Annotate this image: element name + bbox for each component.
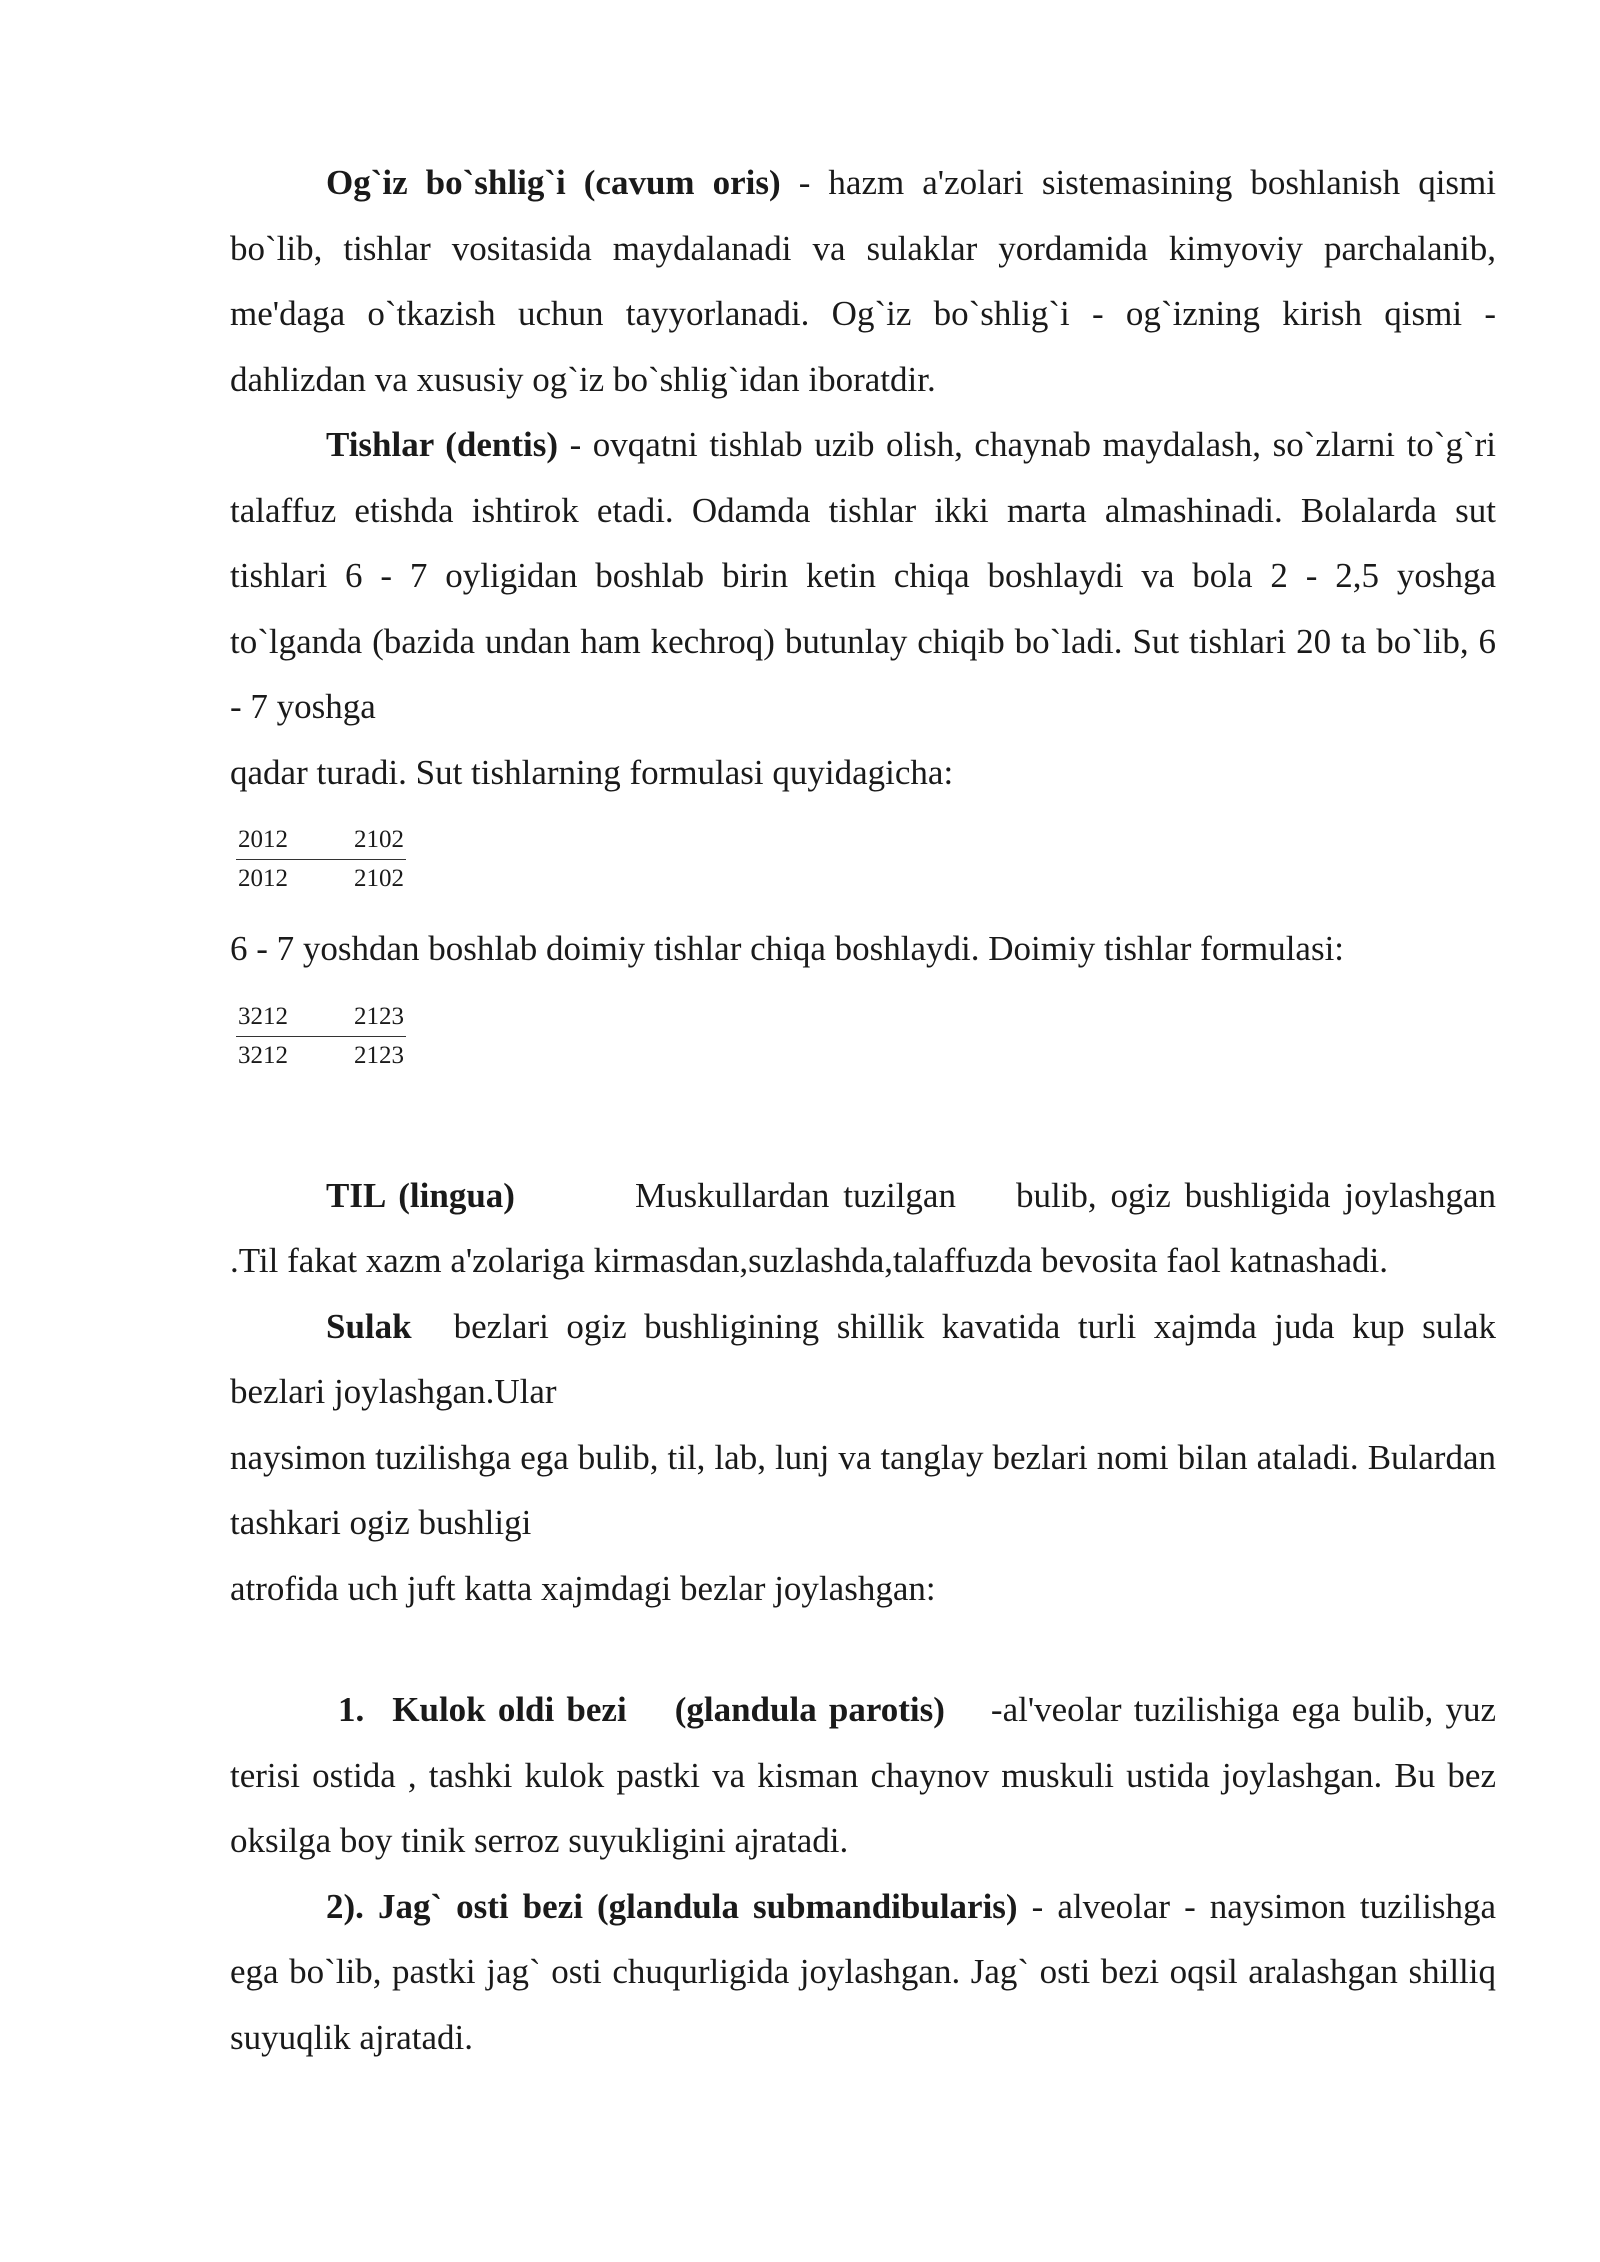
item-number: 1. xyxy=(338,1690,365,1729)
paragraph-salivary xyxy=(230,1294,1496,1425)
formula-upper-row xyxy=(236,821,406,860)
term-tongue: TIL (lingua) xyxy=(326,1175,515,1215)
term-salivary: Sulak xyxy=(326,1306,412,1346)
permanent-teeth-formula xyxy=(236,998,406,1075)
submandibular-text: - alveolar - naysimon tuzilishga ega bo`lib, pastki jag` osti chuqurligida joylashgan. Jag` osti bezi oqsil aralashgan shilliq suyuqlik ajratadi. xyxy=(230,1886,1496,2057)
formula-lower-left: 3212 xyxy=(238,1041,288,1069)
oral-cavity-text: - hazm a'zolari sistemasining boshlanish qismi bo`lib, tishlar vositasida maydalanadi va sulaklar yordamida kimyoviy parchalanib, me'daga o`tkazish uchun tayyorlanadi. Og`iz bo`shlig`i - og`izning kirish qismi - dahlizdan va xususiy og`iz bo`shlig`idan iboratdir. xyxy=(230,163,1496,399)
formula-upper-left: 3212 xyxy=(238,1002,288,1030)
paragraph-oral-cavity xyxy=(230,150,1496,412)
tongue-text-a: Muskullardan tuzilgan xyxy=(634,1175,956,1215)
teeth-text: - ovqatni tishlab uzib olish, chaynab maydalash, so`zlarni to`g`ri talaffuz etishda ishtirok etadi. Odamda tishlar ikki marta almashinadi. Bolalarda sut tishlari 6 - 7 oyligidan boshlab birin ketin chiqa boshlaydi va bola 2 - 2,5 yoshga to`lganda (bazida undan ham kechroq) butunlay chiqib bo`ladi. Sut tishlari 20 ta bo`lib, 6 - 7 yoshga xyxy=(230,425,1496,726)
formula-lower-right: 2102 xyxy=(354,865,404,892)
list-item-submandibular xyxy=(230,1874,1496,2071)
term-oral-cavity: Og`iz bo`shlig`i (cavum oris) xyxy=(326,163,781,202)
term-parotid-a: Kulok oldi bezi xyxy=(392,1690,627,1729)
paragraph-teeth xyxy=(230,412,1496,740)
milk-teeth-formula xyxy=(236,821,406,898)
paragraph-permanent-teeth: 6 - 7 yoshdan boshlab doimiy tishlar chiqa boshlaydi. Doimiy tishlar formulasi: xyxy=(230,929,1345,968)
list-item-parotid xyxy=(230,1677,1496,1874)
formula-upper-left: 2012 xyxy=(238,826,288,853)
section-spacer xyxy=(230,1621,1496,1677)
section-spacer xyxy=(230,1093,1496,1163)
formula-lower-row xyxy=(236,860,406,898)
paragraph-salivary-line2: naysimon tuzilishga ega bulib, til, lab, lunj va tanglay bezlari nomi bilan ataladi. Bulardan tashkari ogiz bushligi xyxy=(230,1437,1496,1542)
formula-lower-row xyxy=(236,1037,406,1075)
formula-lower-right: 2123 xyxy=(354,1041,404,1069)
formula-upper-row xyxy=(236,998,406,1037)
paragraph-salivary-line3: atrofida uch juft katta xajmdagi bezlar joylashgan: xyxy=(230,1568,936,1608)
term-parotid-b: (glandula parotis) xyxy=(674,1690,945,1729)
term-submandibular: 2). Jag` osti bezi (glandula submandibularis) xyxy=(326,1886,1018,1926)
term-teeth: Tishlar (dentis) xyxy=(326,425,558,464)
formula-upper-right: 2123 xyxy=(354,1002,404,1030)
paragraph-tongue xyxy=(230,1163,1496,1294)
formula-upper-right: 2102 xyxy=(354,826,404,853)
formula-lower-left: 2012 xyxy=(238,865,288,892)
document-page xyxy=(230,150,1496,2070)
tongue-text-b: bulib, ogiz bushligida joylashgan .Til fakat xazm a'zolariga kirmasdan,suzlashda,talaffuzda bevosita faol katnashadi. xyxy=(230,1175,1496,1280)
salivary-text: bezlari ogiz bushligining shillik kavatida turli xajmda juda kup sulak bezlari joylashgan.Ular xyxy=(230,1306,1496,1411)
parotid-text: -al'veolar tuzilishiga ega bulib, yuz terisi ostida , tashki kulok pastki va kisman chaynov muskuli ustida joylashgan. Bu bez oksilga boy tinik serroz suyukligini ajratadi. xyxy=(230,1690,1496,1860)
paragraph-teeth-continued: qadar turadi. Sut tishlarning formulasi quyidagicha: xyxy=(230,752,954,792)
